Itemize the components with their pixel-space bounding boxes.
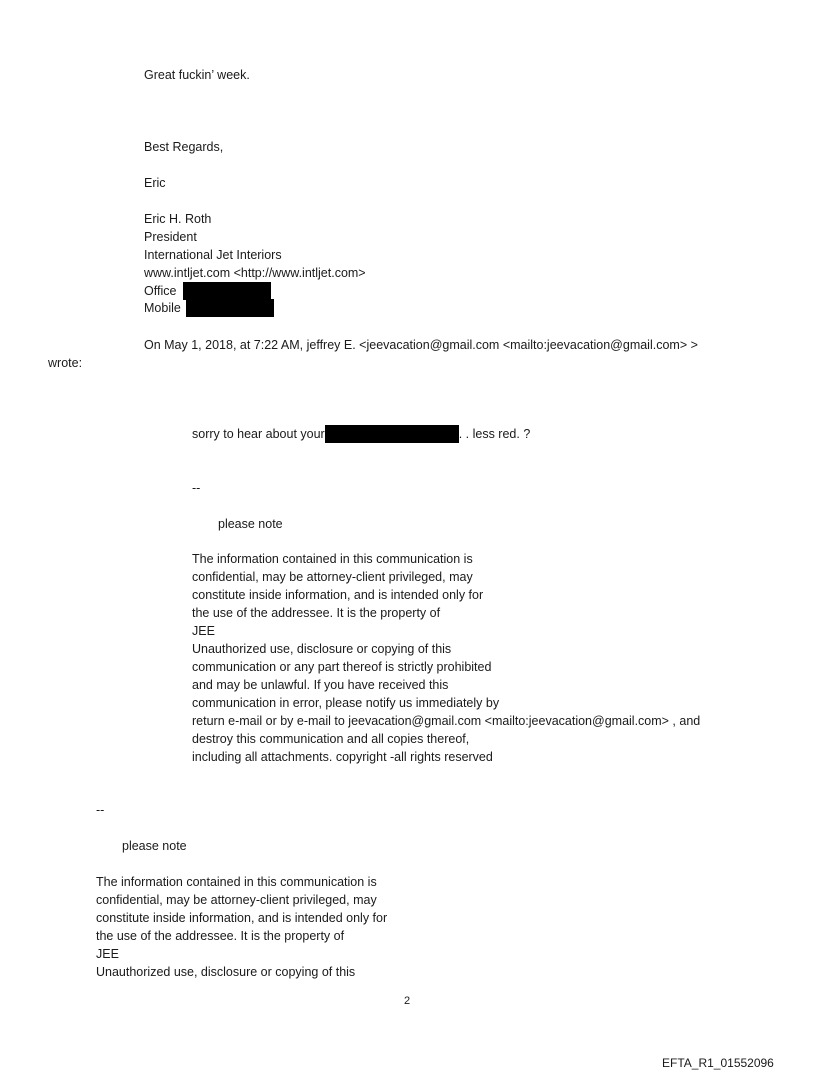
quoted-message-end: . . less red. ?: [458, 427, 531, 441]
document-id: EFTA_R1_01552096: [662, 1056, 774, 1070]
outer-disclaimer-line: JEE: [96, 947, 119, 961]
email-body-line: Great fuckin’ week.: [144, 68, 250, 82]
email-first-name: Eric: [144, 176, 166, 190]
signature-office-line: [144, 282, 271, 300]
quoted-message-line: [192, 425, 530, 443]
quoted-disclaimer-line: constitute inside information, and is intended only for: [192, 588, 484, 602]
quoted-disclaimer-line: destroy this communication and all copies thereof,: [192, 732, 470, 746]
page-number: 2: [404, 995, 411, 1007]
signature-title: President: [144, 230, 197, 244]
quoted-disclaimer-line: the use of the addressee. It is the property of: [192, 606, 441, 620]
signature-website: www.intljet.com <http://www.intljet.com>: [144, 266, 366, 280]
redaction-box-mobile: [186, 299, 274, 317]
redaction-box-message: [325, 425, 459, 443]
redaction-box-office: [183, 282, 271, 300]
signature-mobile-line: [144, 299, 274, 317]
quoted-disclaimer-line: confidential, may be attorney-client privileged, may: [192, 570, 473, 584]
quoted-disclaimer-line: and may be unlawful. If you have received this: [192, 678, 449, 692]
quoted-please-note: please note: [218, 517, 283, 531]
quoted-disclaimer-line: including all attachments. copyright -all rights reserved: [192, 750, 493, 764]
outer-disclaimer-line: confidential, may be attorney-client privileged, may: [96, 893, 377, 907]
quoted-separator: --: [192, 481, 201, 495]
outer-disclaimer-line: the use of the addressee. It is the property of: [96, 929, 345, 943]
quoted-message-start: sorry to hear about your: [192, 427, 325, 441]
outer-disclaimer-line: Unauthorized use, disclosure or copying of this: [96, 965, 356, 979]
signature-name: Eric H. Roth: [144, 212, 212, 226]
quoted-disclaimer-line: communication in error, please notify us immediately by: [192, 696, 500, 710]
quoted-disclaimer-line: JEE: [192, 624, 215, 638]
quoted-disclaimer-line: return e-mail or by e-mail to jeevacation@gmail.com <mailto:jeevacation@gmail.com> , and: [192, 714, 701, 728]
quote-header-wrote: wrote:: [48, 356, 83, 370]
outer-please-note: please note: [122, 839, 187, 853]
outer-disclaimer-line: constitute inside information, and is intended only for: [96, 911, 388, 925]
outer-separator: --: [96, 803, 105, 817]
outer-disclaimer-line: The information contained in this communication is: [96, 875, 377, 889]
quoted-disclaimer-line: Unauthorized use, disclosure or copying of this: [192, 642, 452, 656]
office-label: Office: [144, 284, 177, 298]
mobile-label: Mobile: [144, 301, 181, 315]
signature-company: International Jet Interiors: [144, 248, 282, 262]
quoted-disclaimer-line: communication or any part thereof is strictly prohibited: [192, 660, 492, 674]
quoted-disclaimer-line: The information contained in this communication is: [192, 552, 473, 566]
email-closing: Best Regards,: [144, 140, 224, 154]
quote-header-line: On May 1, 2018, at 7:22 AM, jeffrey E. <jeevacation@gmail.com <mailto:jeevacation@gmail.com> >: [144, 338, 698, 352]
